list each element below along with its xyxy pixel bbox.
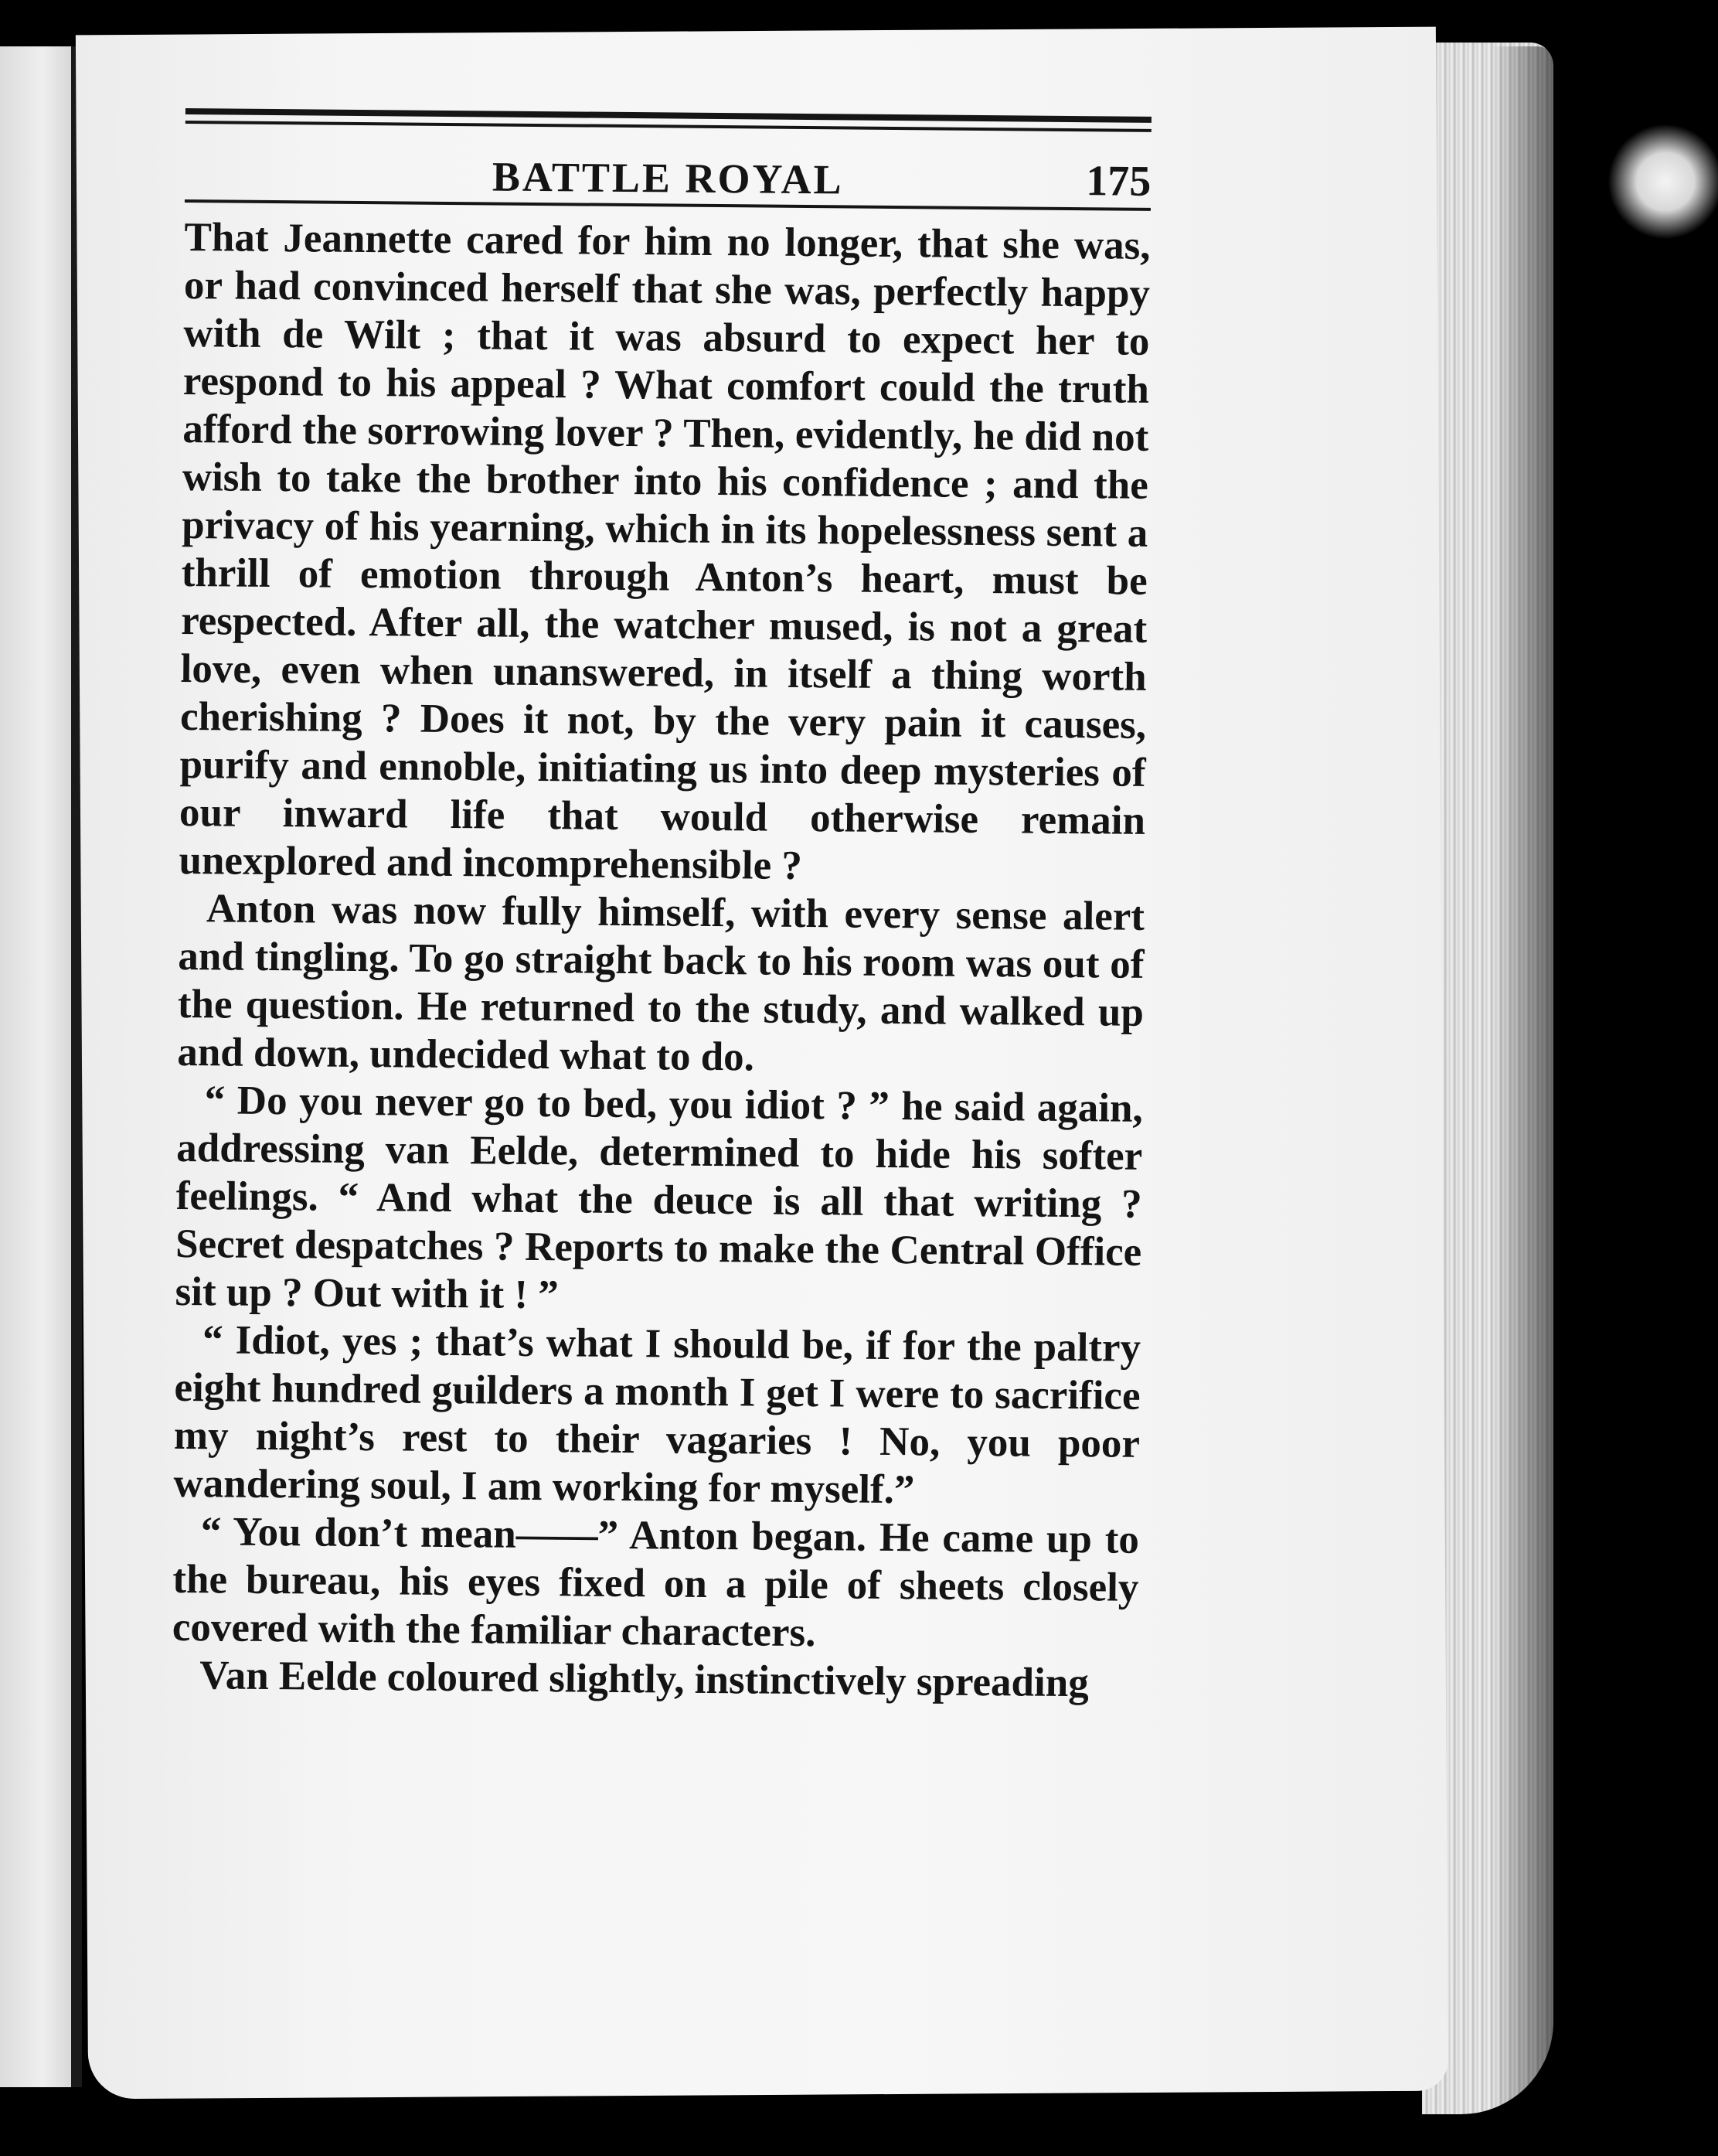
running-title: BATTLE ROYAL	[492, 153, 844, 203]
running-head	[185, 128, 1152, 211]
paragraph-1: That Jeannette cared for him no longer, that she was, or had convinced herself that she was, perfectly happy with de Wilt ; that it was absurd to expect her to respond to his appeal ? What comfort could the truth afford the sorrowing lover ? Then, evidently, he did not wish to take the brother into his confidence ; and the privacy of his yearning, which in its hopelessness sent a thrill of emotion through Anton’s heart, must be respected. After all, the watcher mused, is not a great love, even when unanswered, in itself a thing worth cherishing ? Does it not, by the very pain it causes, purify and ennoble, initiating us into deep mysteries of our inward life that would otherwise remain unexplored and incomprehensible ?	[179, 214, 1151, 888]
page-content	[172, 108, 1152, 1708]
body-text	[172, 213, 1151, 1708]
paragraph-6: Van Eelde coloured slightly, instinctively spreading	[199, 1653, 1090, 1706]
paragraph-5: “ You don’t mean——” Anton began. He came up to the bureau, his eyes fixed on a pile of sheets closely covered with the familiar characters.	[172, 1509, 1140, 1656]
adjacent-page-edge	[0, 46, 82, 2087]
page-number: 175	[1085, 157, 1152, 206]
paragraph-3: “ Do you never go to bed, you idiot ? ” he said again, addressing van Eelde, determined to hide his softer feelings. “ And what the deuce is all that writing ? Secret despatches ? Reports to make the Central Office sit up ? Out with it ! ”	[175, 1078, 1144, 1318]
paper-stain	[1607, 124, 1718, 240]
paragraph-2: Anton was now fully himself, with every sense alert and tingling. To go straight back to his room was out of the question. He returned to the study, and walked up and down, undecided what to do.	[177, 886, 1145, 1080]
paragraph-4: “ Idiot, yes ; that’s what I should be, if for the paltry eight hundred guilders a month I get I were to sacrifice my night’s rest to their vagaries ! No, you poor wandering soul, I am working for myself.”	[173, 1317, 1141, 1513]
fore-edge-shadow	[1492, 46, 1553, 2110]
